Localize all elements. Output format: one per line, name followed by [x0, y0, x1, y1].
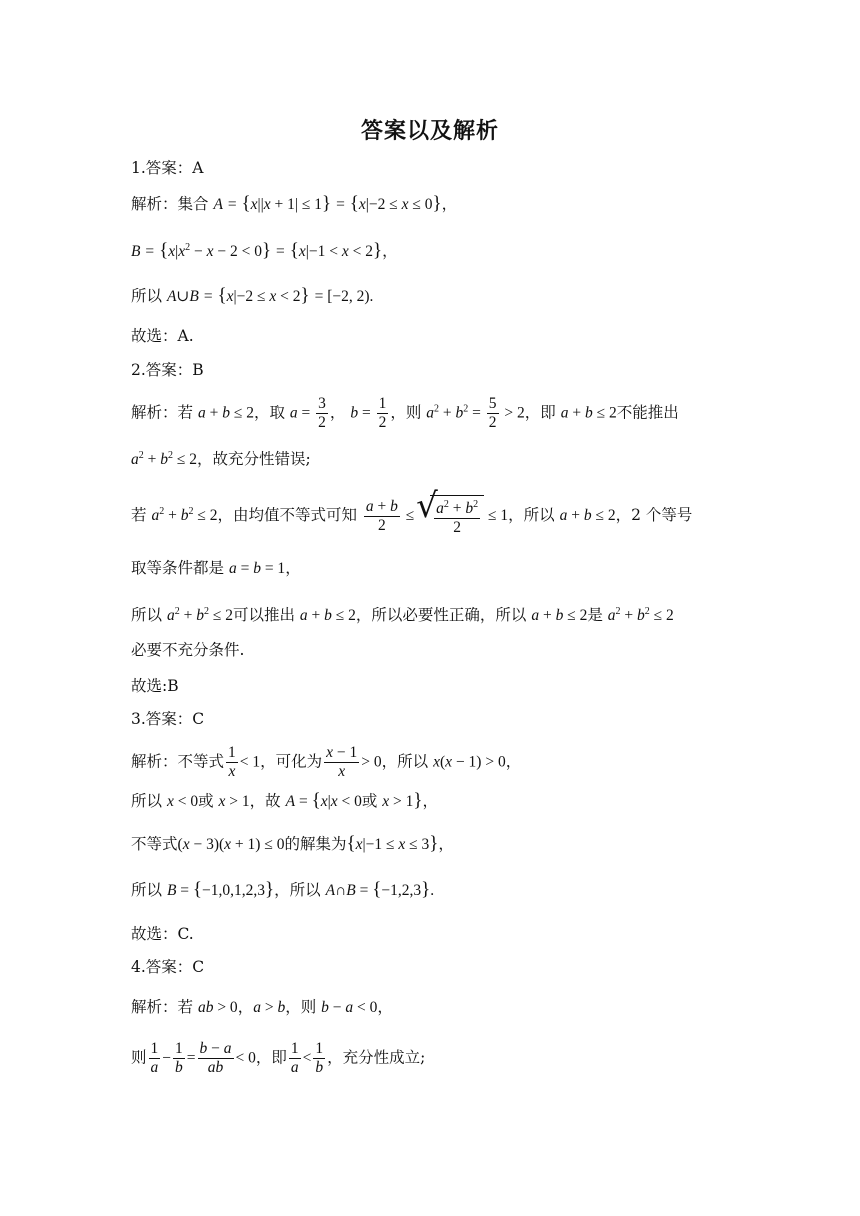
solution-2-line-4: 取等条件都是 a = b = 1，: [131, 559, 301, 577]
solution-2-line-3: 若 $a^2 + b^2 \le 2$，由均值不等式可知 $\frac{a + b}{2}$ ≤ √ $\frac{a^2 + b^2}{2}$ ≤ 1，所以 a + b ≤ 2，2 个等号: [131, 495, 692, 537]
solution-3-line-1: 解析：不等式 $\frac{1}{x}$ < 1，可化为 $\frac{x - 1}{x}$ > 0，所以 x(x − 1) > 0，: [131, 744, 522, 780]
solution-1-line-2: $B = \{x|x^2 - x - 2 < 0\} = \{x|-1 < x < 2\}$，: [131, 240, 398, 262]
solution-3-line-2: 所以 x < 0或 x > 1，故 A = {x|x < 0或 x > 1}，: [131, 790, 439, 811]
solution-3-line-4: 所以 B = {−1,0,1,2,3}，所以 A∩B = {−1,2,3}.: [131, 879, 435, 900]
solution-2-line-2: $a^2 + b^2 \le 2$，故充分性错误;: [131, 450, 311, 469]
answer-2-heading: 2.答案：B: [131, 361, 204, 379]
solution-2-line-1: 解析：若 a + b ≤ 2，取 a = $\frac{3}{2}$ ， b = $\frac{1}{2}$ ，则 $a^2 + b^2$ = $\frac{5}{2}$ > 2，即 a + b ≤ 2不能推出: [131, 395, 679, 431]
solution-4-line-1: 解析：若 ab > 0，a > b，则 b − a < 0，: [131, 998, 393, 1016]
answer-4-heading: 4.答案：C: [131, 958, 205, 976]
solution-4-line-2: 则 $\frac{1}{a}$ − $\frac{1}{b}$ = $\frac{b - a}{ab}$ < 0，即 $\frac{1}{a}$ < $\frac{1}{b}$ ，充分性成立;: [131, 1040, 426, 1076]
solution-3-line-3: 不等式(x − 3)(x + 1) ≤ 0的解集为{x|−1 ≤ x ≤ 3}，: [131, 833, 454, 854]
solution-1-line-1: 解析：集合 A = {x||x + 1| ≤ 1} = {x|−2 ≤ x ≤ 0}，: [131, 193, 458, 214]
solution-2-choice: 故选:B: [131, 677, 179, 695]
solution-2-line-5: 所以 $a^2 + b^2 \le 2$可以推出 a + b ≤ 2，所以必要性正确，所以 a + b ≤ 2是 $a^2 + b^2 \le 2$: [131, 606, 674, 625]
solution-2-line-6: 必要不充分条件.: [131, 641, 245, 659]
answer-3-heading: 3.答案：C: [131, 710, 205, 728]
solution-1-choice: 故选：A.: [131, 327, 194, 345]
solution-3-choice: 故选：C.: [131, 925, 194, 943]
solution-1-line-3: 所以 A∪B = {x|−2 ≤ x < 2} = [−2, 2).: [131, 285, 374, 306]
answer-1-heading: 1.答案：A: [131, 159, 204, 177]
page-title: 答案以及解析: [360, 119, 499, 144]
